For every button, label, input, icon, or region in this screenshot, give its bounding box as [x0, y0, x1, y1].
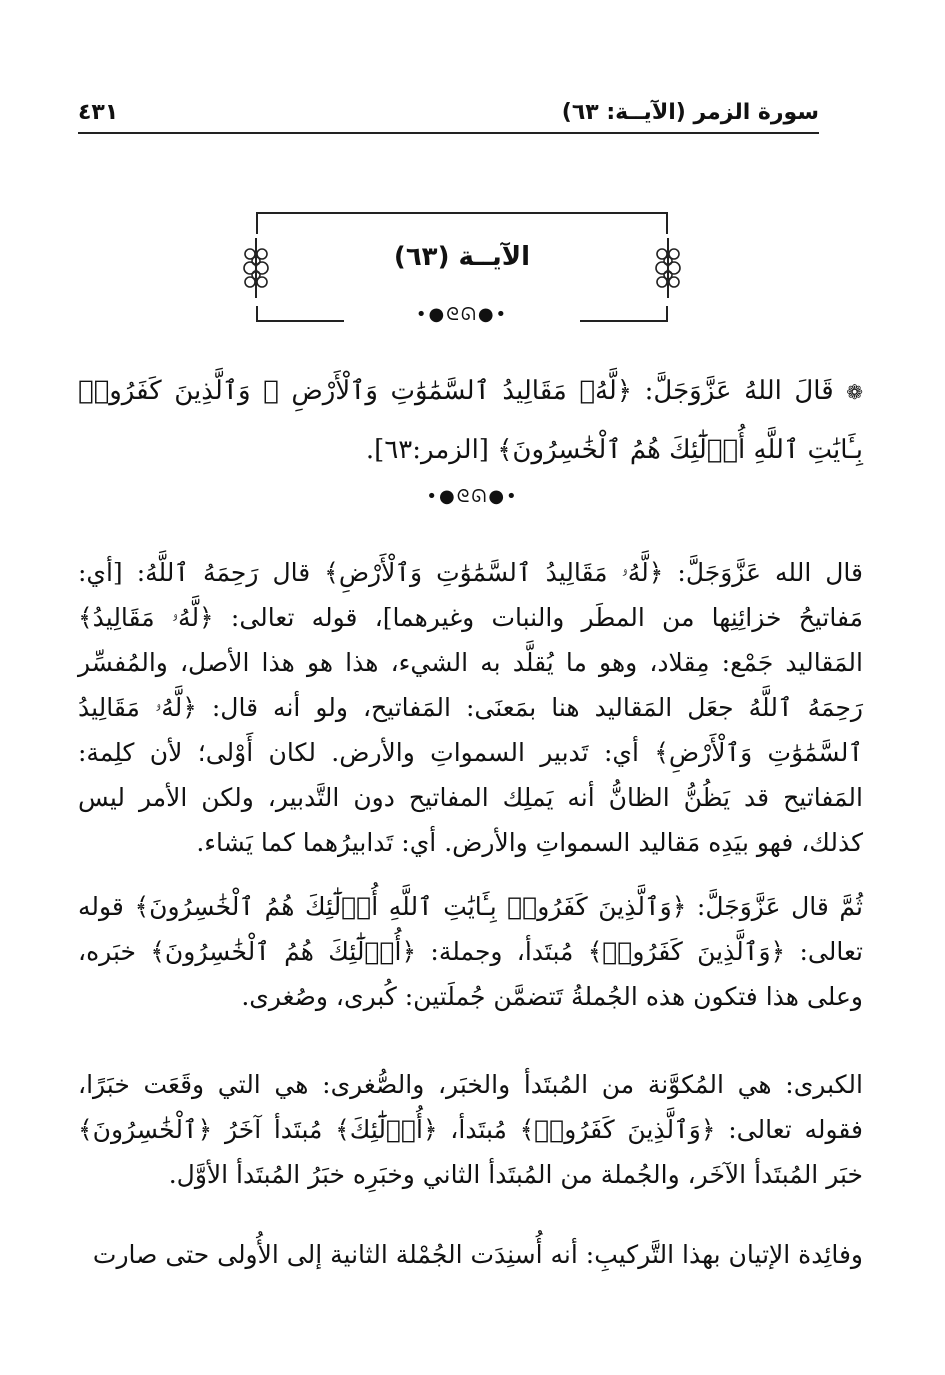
verse-paragraph	[78, 362, 863, 479]
commentary-paragraph: وفائِدة الإتيان بهذا التَّركيبِ: أنه أُسنِدَت الجُمْلة الثانية إلى الأُولى حتى صارت	[92, 1240, 863, 1269]
ornament-divider: •●ᘓᘏ●•	[426, 486, 519, 507]
ornament-divider: •●ᘓᘏ●•	[415, 304, 509, 325]
page-header	[78, 92, 819, 134]
commentary-paragraph: ثُمَّ قال عَزَّوَجَلَّ: ﴿وَٱلَّذِينَ كَفَرُوا۟ بِـَٔايَٰتِ ٱللَّهِ أُو۟لَٰٓئِكَ هُمُ ٱلْخَٰسِرُونَ﴾ قوله تعالى: ﴿وَٱلَّذِينَ كَفَرُوا۟﴾ مُبتَدأ، وجملة: ﴿أُو۟لَٰٓئِكَ هُمُ ٱلْخَٰسِرُونَ﴾ خبَره، وعلى هذا فتكون هذه الجُملةُ تَتضمَّن جُملَتين: كُبرى، وصُغرى.	[78, 892, 863, 1011]
flower-marker-icon: ❁	[846, 380, 863, 404]
verse-text: قَالَ اللهُ عَزَّوَجَلَّ: ﴿لَّهُۥ مَقَالِيدُ ٱلسَّمَٰوَٰتِ وَٱلْأَرْضِ ۗ وَٱلَّذِينَ كَفَرُوا۟ بِـَٔايَٰتِ ٱللَّهِ أُو۟لَٰٓئِكَ هُمُ ٱلْخَٰسِرُونَ﴾ [الزمر:٦٣].	[78, 376, 863, 465]
commentary-paragraph: الكبرى: هي المُكوَّنة من المُبتَدأ والخبَر، والصُّغرى: هي التي وقَعَت خبَرًا، فقوله تعالى: ﴿وَٱلَّذِينَ كَفَرُوا۟﴾ مُبتَدأ، ﴿أُو۟لَٰٓئِكَ﴾ مُبتَدأ آخَرُ ﴿ٱلْخَٰسِرُونَ﴾ خبَر المُبتَدأ الآخَر، والجُملة من المُبتَدأ الثاني وخبَرِه خبَرُ المُبتَدأ الأوَّل.	[78, 1070, 863, 1189]
ayah-title: الآيــة (٦٣)	[393, 242, 531, 272]
page-number: ٤٣١	[78, 99, 119, 125]
surah-title: سورة الزمر (الآيــة: ٦٣)	[561, 99, 819, 125]
ayah-heading-frame	[256, 212, 668, 325]
commentary-paragraph: قال الله عَزَّوَجَلَّ: ﴿لَّهُۥ مَقَالِيدُ ٱلسَّمَٰوَٰتِ وَٱلْأَرْضِ﴾ قال رَحِمَهُ ٱللَّهُ: [أي: مَفاتيحُ خزائِنِها من المطَر والنبات وغيرهما]، قوله تعالى: ﴿لَّهُۥ مَقَالِيدُ﴾ المَقاليد جَمْع: مِقلاد، وهو ما يُقلَّد به الشيء، هذا هو هذا الأصل، والمُفسِّر رَحِمَهُ ٱللَّهُ جعَل المَقاليد هنا بمَعنَى: المَفاتيح، ولو أنه قال: ﴿لَّهُۥ مَقَالِيدُ ٱلسَّمَٰوَٰتِ وَٱلْأَرْضِ﴾ أي: تَدبير السمواتِ والأرض. لكان أَوْلى؛ لأن كلِمة: المَفاتيح قد يَظُنُّ الظانُّ أنه يَملِك المفاتيح دون التَّدبير، ولكن الأمر ليس كذلك، فهو بيَدِه مَقاليد السمواتِ والأرض. أي: تَدابيرُهما كما يَشاء.	[78, 558, 863, 857]
